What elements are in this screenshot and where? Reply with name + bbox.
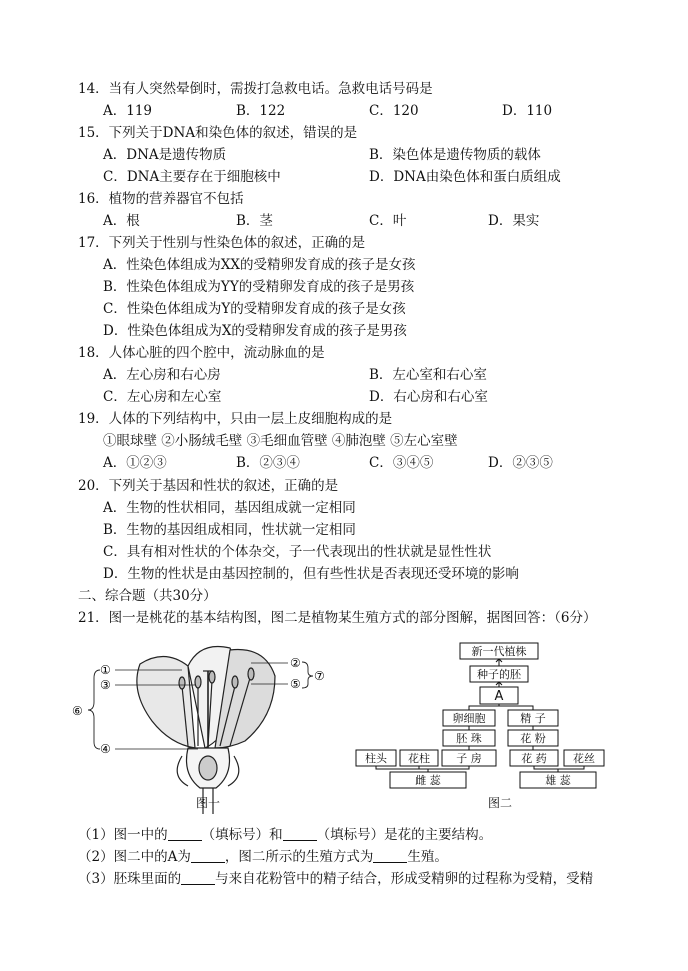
q14-option-d: D．110 — [502, 103, 553, 119]
q17-option-b: B．性染色体组成为YY的受精卵发育成的孩子是男孩 — [103, 279, 415, 295]
q21-sub1-part3: （填标号）是花的主要结构。 — [316, 827, 493, 843]
fig2-stigma: 柱头 — [365, 752, 387, 765]
q21-sub1-part2: （填标号）和 — [201, 827, 283, 843]
q17-option-c: C．性染色体组成为Y的受精卵发育成的孩子是女孩 — [103, 301, 406, 317]
fig2-seed-embryo: 种子的胚 — [477, 668, 521, 681]
q15-option-d: D．DNA由染色体和蛋白质组成 — [369, 169, 561, 185]
q15-option-c: C．DNA主要存在于细胞核中 — [103, 169, 281, 185]
fig1-label-5: ⑤ — [290, 677, 301, 691]
q21-sub1-blank1[interactable] — [168, 827, 202, 841]
q21-sub2-part2: ，图二所示的生殖方式为 — [224, 849, 374, 865]
q19-option-b: B．②③④ — [236, 455, 300, 471]
fig2-filament: 花丝 — [573, 752, 595, 765]
q20-option-b: B．生物的基因组成相同，性状就一定相同 — [103, 522, 356, 538]
q21-sub3-part1: （3）胚珠里面的 — [78, 871, 182, 887]
q19-sub-list: ①眼球壁 ②小肠绒毛壁 ③毛细血管壁 ④肺泡壁 ⑤左心室壁 — [103, 433, 458, 449]
q15-option-a: A．DNA是遗传物质 — [103, 147, 227, 163]
q19-option-a: A．①②③ — [103, 455, 167, 471]
q21-sub3-part2: 与来自花粉管中的精子结合，形成受精卵的过程称为受精，受精 — [215, 871, 594, 887]
fig1-label-7: ⑦ — [314, 669, 325, 683]
figure-1-caption: 图一 — [196, 796, 221, 810]
q16-option-d: D．果实 — [488, 213, 540, 229]
q18-stem: 18．人体心脏的四个腔中，流动脉血的是 — [78, 345, 325, 361]
q16-option-b: B．茎 — [236, 213, 273, 229]
q21-sub3-blank1[interactable] — [181, 871, 215, 885]
fig2-ovule: 胚 珠 — [456, 732, 482, 745]
q21-sub1-part1: （1）图一中的 — [78, 827, 168, 843]
fig2-pistil: 雌 蕊 — [415, 774, 441, 787]
figure-1-flower — [70, 636, 340, 816]
section-heading: 二、综合题（共30分） — [78, 588, 217, 604]
fig2-style: 花柱 — [408, 752, 430, 765]
q14-option-b: B．122 — [236, 103, 286, 119]
figure-2-flowchart — [350, 638, 610, 793]
fig1-label-6: ⑥ — [72, 704, 83, 718]
q21-sub1-blank2[interactable] — [283, 827, 317, 841]
fig1-label-2: ② — [290, 656, 301, 670]
q18-option-c: C．左心房和左心室 — [103, 389, 222, 405]
fig2-stamen: 雄 蕊 — [545, 774, 571, 787]
q19-option-c: C．③④⑤ — [369, 455, 434, 471]
q21-sub1 — [78, 826, 492, 844]
fig1-label-4: ④ — [100, 742, 111, 756]
q21-sub3 — [78, 870, 593, 888]
fig2-box-a: A — [494, 689, 504, 704]
q20-option-a: A．生物的性状相同，基因组成就一定相同 — [103, 500, 356, 516]
q20-option-c: C．具有相对性状的个体杂交，子一代表现出的性状就是显性性状 — [103, 544, 492, 560]
q18-option-a: A．左心房和右心房 — [103, 367, 221, 383]
q16-option-c: C．叶 — [369, 213, 407, 229]
fig2-pollen: 花 粉 — [520, 732, 546, 745]
q20-stem: 20．下列关于基因和性状的叙述，正确的是 — [78, 478, 339, 494]
q21-stem: 21．图一是桃花的基本结构图，图二是植物某生殖方式的部分图解，据图回答：（6分） — [78, 610, 597, 626]
fig1-label-3: ③ — [100, 678, 111, 692]
q16-stem: 16．植物的营养器官不包括 — [78, 191, 244, 207]
fig2-anther: 花 药 — [521, 752, 547, 765]
q21-sub2-blank1[interactable] — [191, 849, 225, 863]
q15-stem: 15．下列关于DNA和染色体的叙述，错误的是 — [78, 125, 358, 141]
fig1-label-1: ① — [100, 663, 111, 677]
q14-option-a: A．119 — [103, 103, 153, 119]
q21-sub2-blank2[interactable] — [373, 849, 407, 863]
q18-option-d: D．右心房和右心室 — [369, 389, 488, 405]
q19-option-d: D．②③⑤ — [488, 455, 553, 471]
q17-option-a: A．性染色体组成为XX的受精卵发育成的孩子是女孩 — [103, 257, 416, 273]
q21-sub2-part3: 生殖。 — [407, 849, 448, 865]
q21-sub2 — [78, 848, 448, 866]
fig2-sperm: 精 子 — [520, 712, 546, 725]
fig2-ovary: 子 房 — [456, 752, 482, 765]
figure-2-caption: 图二 — [488, 796, 513, 810]
q16-option-a: A．根 — [103, 213, 140, 229]
q21-sub2-part1: （2）图二中的A为 — [78, 849, 191, 865]
q15-option-b: B．染色体是遗传物质的载体 — [369, 147, 541, 163]
q18-option-b: B．左心室和右心室 — [369, 367, 487, 383]
q20-option-d: D．生物的性状是由基因控制的，但有些性状是否表现还受环境的影响 — [103, 566, 519, 582]
q17-stem: 17．下列关于性别与性染色体的叙述，正确的是 — [78, 235, 366, 251]
q19-stem: 19．人体的下列结构中，只由一层上皮细胞构成的是 — [78, 411, 393, 427]
q14-option-c: C．120 — [369, 103, 419, 119]
q14-stem: 14．当有人突然晕倒时，需拨打急救电话。急救电话号码是 — [78, 81, 433, 97]
q17-option-d: D．性染色体组成为X的受精卵发育成的孩子是男孩 — [103, 323, 407, 339]
fig2-egg-cell: 卵细胞 — [452, 712, 486, 725]
fig2-new-plant: 新一代植株 — [471, 645, 527, 658]
